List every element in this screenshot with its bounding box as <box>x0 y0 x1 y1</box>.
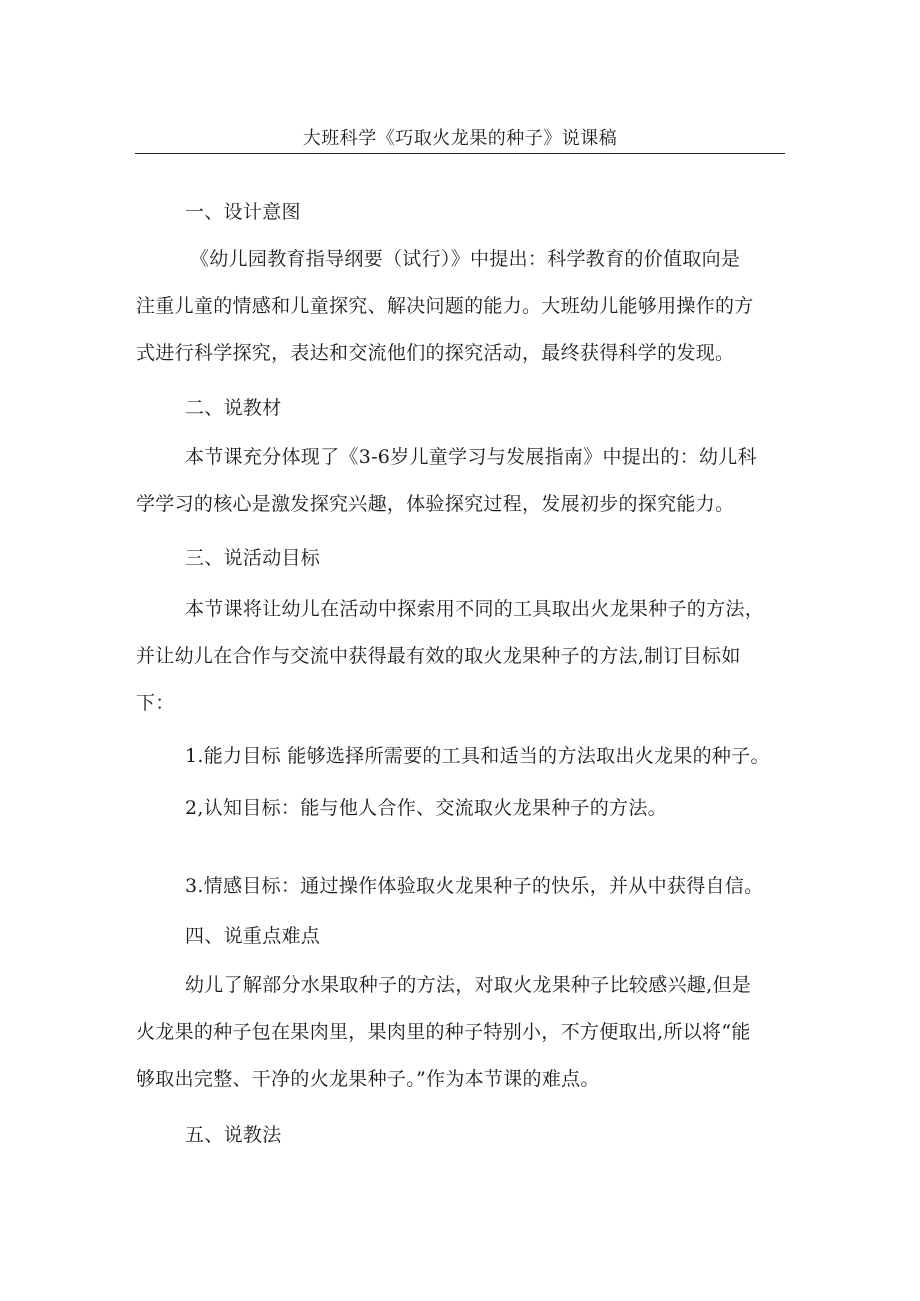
paragraph-key-difficulty <box>136 962 786 1103</box>
goal-cognition <box>136 785 786 832</box>
heading-design-intent <box>136 189 786 236</box>
heading-text: 五、说教法 <box>185 1124 282 1146</box>
paragraph-line: 《幼儿园教育指导纲要（试行）》中提出：科学教育的价值取向是 <box>190 248 741 270</box>
title-underline <box>135 153 785 154</box>
paragraph-textbook <box>136 434 786 528</box>
goal-ability <box>136 733 786 780</box>
paragraph-line: 注重儿童的情感和儿童探究、解决问题的能力。大班幼儿能够用操作的方 <box>136 295 754 317</box>
paragraph-line: 本节课将让幼儿在活动中探索用不同的工具取出火龙果种子的方法， <box>185 598 765 620</box>
goal-text: 3.情感目标：通过操作体验取火龙果种子的快乐，并从中获得自信。 <box>185 875 764 897</box>
paragraph-line: 式进行科学探究，表达和交流他们的探究活动，最终获得科学的发现。 <box>136 342 735 364</box>
heading-goals <box>136 535 786 582</box>
heading-text: 二、说教材 <box>185 397 282 419</box>
heading-teaching-method <box>136 1112 786 1159</box>
paragraph-line: 火龙果的种子包在果肉里，果肉里的种子特别小，不方便取出,所以将“能 <box>136 1021 751 1043</box>
document-title: 大班科学《巧取火龙果的种子》说课稿 <box>302 128 618 149</box>
heading-textbook <box>136 385 786 432</box>
heading-text: 四、说重点难点 <box>185 925 321 947</box>
heading-text: 一、设计意图 <box>185 201 301 223</box>
paragraph-goals <box>136 586 786 727</box>
paragraph-design-intent <box>136 236 786 377</box>
heading-key-difficulty <box>136 913 786 960</box>
goal-text: 1.能力目标 能够选择所需要的工具和适当的方法取出火龙果的种子。 <box>185 745 770 767</box>
goal-text: 2,认知目标：能与他人合作、交流取火龙果种子的方法。 <box>185 797 667 819</box>
paragraph-line: 并让幼儿在合作与交流中获得最有效的取火龙果种子的方法,制订目标如 <box>136 645 741 667</box>
paragraph-line: 够取出完整、干净的火龙果种子。”作为本节课的难点。 <box>136 1068 600 1090</box>
paragraph-line: 下： <box>136 692 175 714</box>
goal-emotion <box>136 863 786 910</box>
heading-text: 三、说活动目标 <box>185 547 321 569</box>
paragraph-line: 本节课充分体现了《3-6岁儿童学习与发展指南》中提出的：幼儿科 <box>185 446 757 468</box>
paragraph-line: 幼儿了解部分水果取种子的方法，对取火龙果种子比较感兴趣,但是 <box>185 974 752 996</box>
paragraph-line: 学学习的核心是激发探究兴趣，体验探究过程，发展初步的探究能力。 <box>136 493 735 515</box>
